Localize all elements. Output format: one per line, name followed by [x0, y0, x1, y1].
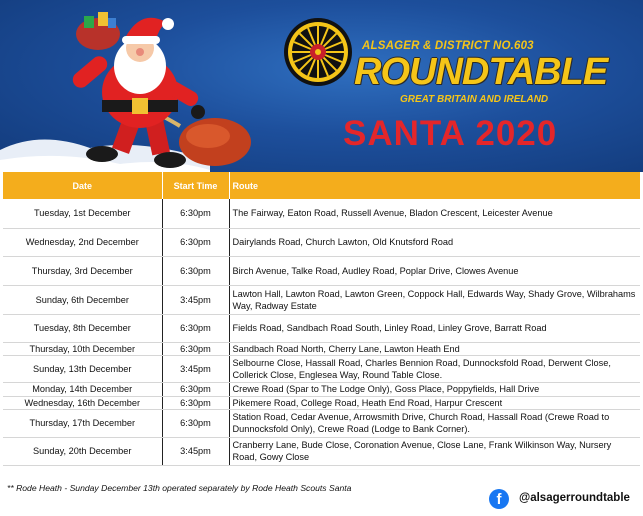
row-date: Thursday, 10th December: [3, 342, 162, 355]
table-row: [3, 409, 640, 437]
table-row: [3, 256, 640, 285]
row-route: Birch Avenue, Talke Road, Audley Road, Poplar Drive, Clowes Avenue: [229, 256, 640, 285]
table-row: [3, 355, 640, 382]
row-date: Sunday, 13th December: [3, 355, 162, 382]
row-date: Wednesday, 2nd December: [3, 228, 162, 256]
row-date: Thursday, 17th December: [3, 409, 162, 437]
row-route: Sandbach Road North, Cherry Lane, Lawton Heath End: [229, 342, 640, 355]
event-title: SANTA 2020: [343, 114, 558, 153]
table-row: [3, 199, 640, 228]
row-route: Dairylands Road, Church Lawton, Old Knutsford Road: [229, 228, 640, 256]
row-time: 3:45pm: [162, 437, 229, 465]
row-route: Pikemere Road, College Road, Heath End Road, Harpur Crescent: [229, 396, 640, 409]
table-row: [3, 437, 640, 465]
facebook-icon[interactable]: f: [489, 489, 509, 509]
row-time: 6:30pm: [162, 314, 229, 342]
row-time: 6:30pm: [162, 382, 229, 396]
footnote: ** Rode Heath - Sunday December 13th operated separately by Rode Heath Scouts Santa: [7, 483, 352, 493]
row-route: Cranberry Lane, Bude Close, Coronation Avenue, Close Lane, Frank Wilkinson Way, Nursery Road, Gowy Close: [229, 437, 640, 465]
row-time: 6:30pm: [162, 396, 229, 409]
row-time: 6:30pm: [162, 256, 229, 285]
row-route: Lawton Hall, Lawton Road, Lawton Green, Coppock Hall, Edwards Way, Shady Grove, Wilbrahams Way, Radway Estate: [229, 285, 640, 314]
row-route: Selbourne Close, Hassall Road, Charles Bennion Road, Dunnocksfold Road, Derwent Close, Collerick Close, Englesea Way, Round Table Close.: [229, 355, 640, 382]
time-column-header: Start Time: [162, 172, 229, 199]
row-date: Thursday, 3rd December: [3, 256, 162, 285]
row-time: 6:30pm: [162, 409, 229, 437]
table-row: [3, 228, 640, 256]
row-route: Fields Road, Sandbach Road South, Linley Road, Linley Grove, Barratt Road: [229, 314, 640, 342]
brand-subtitle: GREAT BRITAIN AND IRELAND: [400, 94, 549, 105]
row-date: Tuesday, 8th December: [3, 314, 162, 342]
row-route: Station Road, Cedar Avenue, Arrowsmith Drive, Church Road, Hassall Road (Crewe Road to Dunnocksfold Only), Crewe Road (Lodge to Bank Corner).: [229, 409, 640, 437]
org-line: ALSAGER & DISTRICT NO.603: [362, 40, 534, 52]
table-row: [3, 342, 640, 355]
row-date: Wednesday, 16th December: [3, 396, 162, 409]
brand-wordmark: ROUNDTABLE: [354, 51, 608, 93]
table-row: [3, 314, 640, 342]
route-column-header: Route: [229, 172, 640, 199]
round-table-wheel-logo: [283, 17, 353, 87]
row-time: 3:45pm: [162, 285, 229, 314]
table-header-row: [3, 172, 640, 199]
row-route: Crewe Road (Spar to The Lodge Only), Goss Place, Poppyfields, Hall Drive: [229, 382, 640, 396]
row-time: 3:45pm: [162, 355, 229, 382]
row-time: 6:30pm: [162, 228, 229, 256]
santa-illustration: [40, 4, 255, 172]
social-handle[interactable]: @alsagerroundtable: [519, 492, 630, 504]
schedule-table: [3, 172, 641, 466]
row-date: Tuesday, 1st December: [3, 199, 162, 228]
row-time: 6:30pm: [162, 342, 229, 355]
row-date: Monday, 14th December: [3, 382, 162, 396]
header-banner: [0, 0, 643, 172]
row-date: Sunday, 6th December: [3, 285, 162, 314]
row-route: The Fairway, Eaton Road, Russell Avenue, Bladon Crescent, Leicester Avenue: [229, 199, 640, 228]
row-date: Sunday, 20th December: [3, 437, 162, 465]
date-column-header: Date: [3, 172, 162, 199]
table-row: [3, 396, 640, 409]
table-row: [3, 285, 640, 314]
table-row: [3, 382, 640, 396]
row-time: 6:30pm: [162, 199, 229, 228]
